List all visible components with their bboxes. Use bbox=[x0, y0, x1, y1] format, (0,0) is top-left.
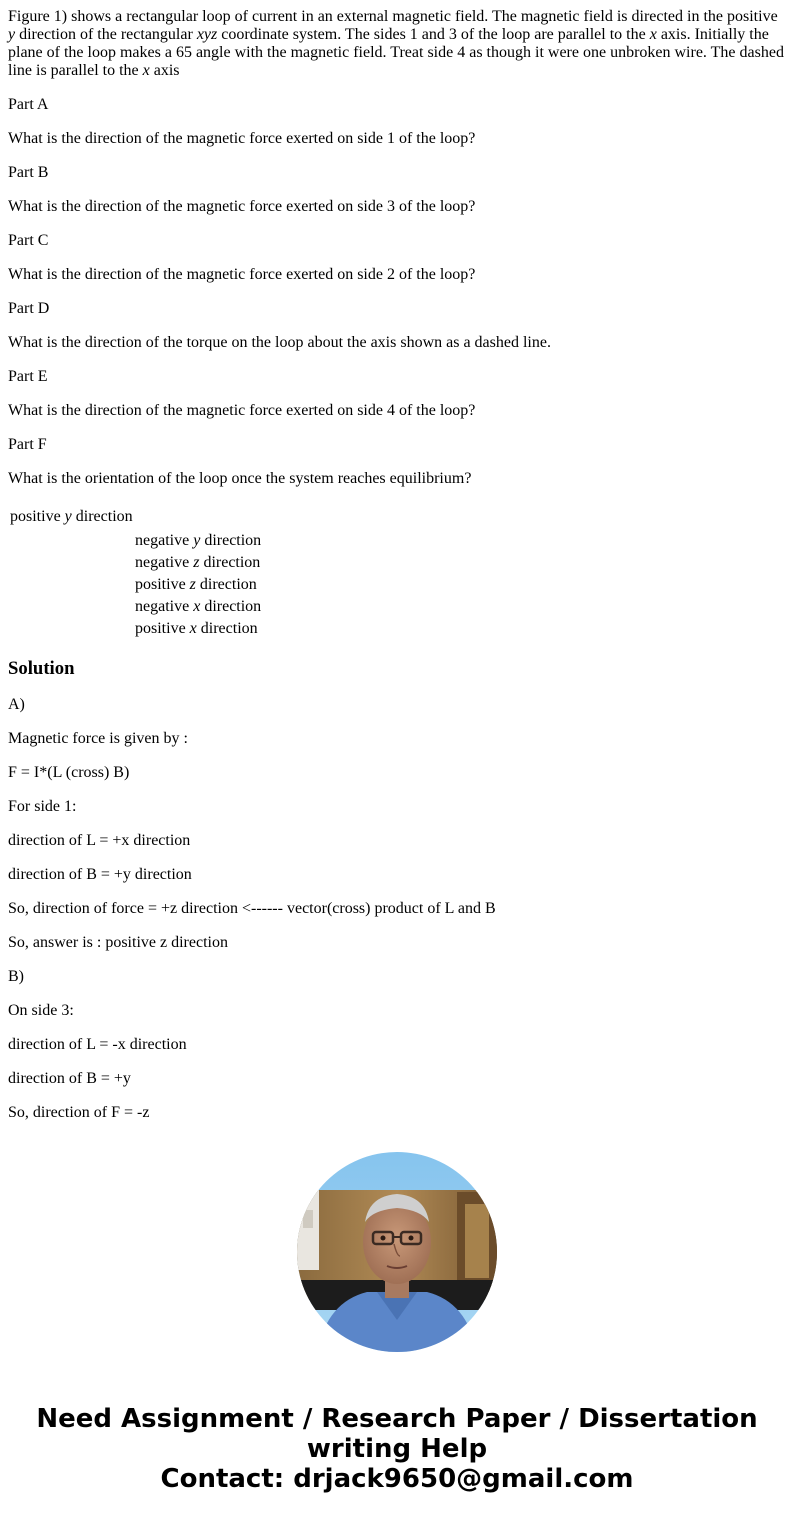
option-positive-z bbox=[135, 574, 786, 596]
option-axis: y bbox=[193, 532, 201, 549]
question-intro bbox=[8, 8, 786, 80]
intro-text: axis bbox=[149, 62, 180, 79]
solution-line: So, answer is : positive z direction bbox=[8, 934, 228, 951]
tutor-avatar bbox=[297, 1152, 497, 1352]
footer-line: writing Help bbox=[306, 1434, 488, 1464]
option-list bbox=[135, 530, 786, 640]
part-label: Part C bbox=[8, 232, 49, 249]
footer-contact: Contact: drjack9650@gmail.com bbox=[160, 1464, 634, 1494]
solution-line: So, direction of force = +z direction <------ vector(cross) product of L and B bbox=[8, 900, 496, 917]
part-question: What is the orientation of the loop once the system reaches equilibrium? bbox=[8, 470, 472, 487]
option-sign: negative bbox=[135, 554, 190, 571]
document-body bbox=[8, 8, 786, 1122]
option-word: direction bbox=[204, 532, 262, 549]
intro-text: Figure 1) shows a rectangular loop of current in an external magnetic field. The magnetic field is directed in the positive bbox=[8, 8, 778, 25]
solution-line: Magnetic force is given by : bbox=[8, 730, 188, 747]
option-sign: positive bbox=[135, 576, 186, 593]
part-label: Part F bbox=[8, 436, 47, 453]
intro-italic: y bbox=[8, 26, 16, 43]
intro-italic: xyz bbox=[196, 26, 218, 43]
option-sign: negative bbox=[135, 532, 190, 549]
intro-text: direction of the rectangular bbox=[15, 26, 197, 43]
option-axis: y bbox=[64, 508, 72, 525]
solution-line: So, direction of F = -z bbox=[8, 1104, 150, 1121]
option-axis: x bbox=[189, 620, 197, 637]
option-word: direction bbox=[199, 576, 257, 593]
option-sign: negative bbox=[135, 598, 190, 615]
option-positive-y bbox=[8, 506, 786, 528]
answer-options bbox=[8, 506, 786, 640]
footer-line: Need Assignment / Research Paper / Dissertation bbox=[36, 1404, 758, 1434]
option-word: direction bbox=[200, 620, 258, 637]
part-question: What is the direction of the magnetic force exerted on side 1 of the loop? bbox=[8, 130, 476, 147]
footer-banner bbox=[0, 1404, 794, 1494]
option-negative-z bbox=[135, 552, 786, 574]
option-negative-x bbox=[135, 596, 786, 618]
intro-italic: x bbox=[649, 26, 657, 43]
option-positive-x bbox=[135, 618, 786, 640]
option-negative-y bbox=[135, 530, 786, 552]
part-label: Part A bbox=[8, 96, 49, 113]
part-question: What is the direction of the torque on the loop about the axis shown as a dashed line. bbox=[8, 334, 551, 351]
solution-line: For side 1: bbox=[8, 798, 77, 815]
solution-line: direction of B = +y direction bbox=[8, 866, 192, 883]
option-axis: z bbox=[189, 576, 196, 593]
solution-heading: Solution bbox=[8, 658, 75, 679]
part-label: Part E bbox=[8, 368, 48, 385]
intro-text: axis. Initially the plane of the loop makes a 65 angle with the magnetic field. Treat side 4 as though it were one unbroken wire. The dashed line is parallel to the bbox=[8, 26, 784, 79]
option-word: direction bbox=[203, 554, 261, 571]
option-word: direction bbox=[204, 598, 262, 615]
solution-line: direction of B = +y bbox=[8, 1070, 131, 1087]
part-question: What is the direction of the magnetic force exerted on side 3 of the loop? bbox=[8, 198, 476, 215]
intro-italic: x bbox=[142, 62, 150, 79]
solution-line: B) bbox=[8, 968, 24, 985]
intro-text: coordinate system. The sides 1 and 3 of the loop are parallel to the bbox=[217, 26, 650, 43]
option-word: direction bbox=[75, 508, 133, 525]
solution-line: F = I*(L (cross) B) bbox=[8, 764, 130, 781]
option-sign: positive bbox=[10, 508, 61, 525]
part-question: What is the direction of the magnetic force exerted on side 2 of the loop? bbox=[8, 266, 476, 283]
part-question: What is the direction of the magnetic force exerted on side 4 of the loop? bbox=[8, 402, 476, 419]
option-axis: x bbox=[193, 598, 201, 615]
part-label: Part D bbox=[8, 300, 50, 317]
solution-line: direction of L = -x direction bbox=[8, 1036, 187, 1053]
tutor-portrait-image bbox=[297, 1152, 497, 1352]
solution-line: A) bbox=[8, 696, 25, 713]
option-axis: z bbox=[193, 554, 200, 571]
option-sign: positive bbox=[135, 620, 186, 637]
part-label: Part B bbox=[8, 164, 49, 181]
solution-line: On side 3: bbox=[8, 1002, 74, 1019]
solution-line: direction of L = +x direction bbox=[8, 832, 191, 849]
